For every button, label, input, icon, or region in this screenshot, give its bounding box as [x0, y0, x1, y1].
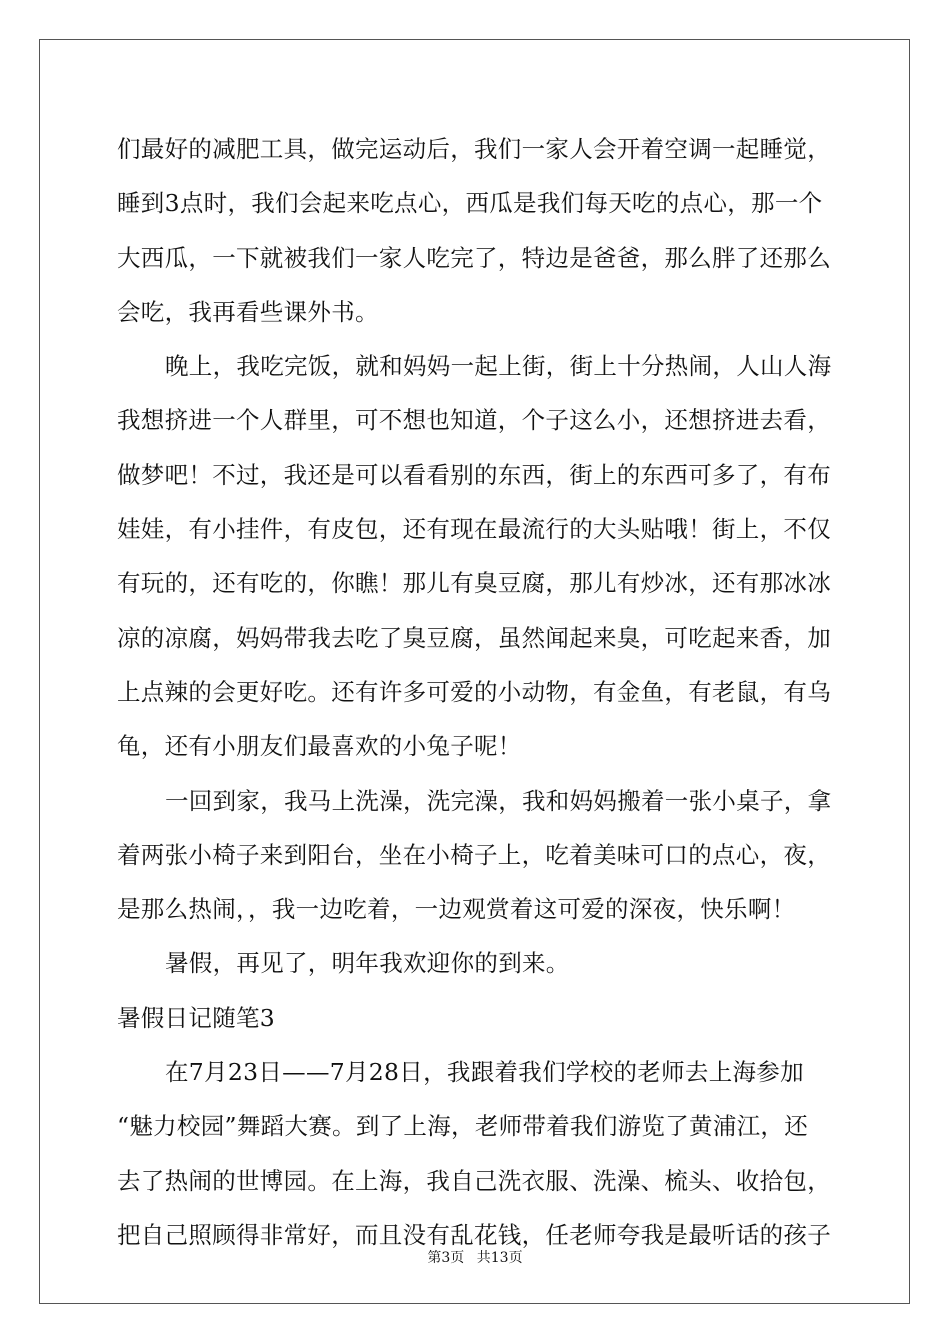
text-line: 是那么热闹，，我一边吃着，一边观赏着这可爱的深夜，快乐啊！ [117, 895, 796, 924]
text-line: 去了热闹的世博园。在上海，我自己洗衣服、洗澡、梳头、收拾包， [117, 1166, 831, 1195]
paragraph-start-line: 暑假，再见了，明年我欢迎你的到来。 [165, 949, 570, 978]
text-line: 上点辣的会更好吃。还有许多可爱的小动物，有金鱼，有老鼠，有乌 [117, 677, 831, 706]
text-line: 会吃，我再看些课外书。 [117, 297, 379, 326]
paragraph-start-line: 在7月23日——7月28日，我跟着我们学校的老师去上海参加 [165, 1058, 804, 1087]
text-line: 把自己照顾得非常好，而且没有乱花钱，任老师夸我是最听话的孩子 [117, 1220, 831, 1249]
text-line: 有玩的，还有吃的，你瞧！那儿有臭豆腐，那儿有炒冰，还有那冰冰 [117, 569, 831, 598]
text-line: 娃娃，有小挂件，有皮包，还有现在最流行的大头贴哦！街上，不仅 [117, 515, 831, 544]
section-heading: 暑假日记随笔3 [117, 1003, 276, 1032]
text-line: 龟，还有小朋友们最喜欢的小兔子呢！ [117, 732, 522, 761]
text-line: “魅力校园”舞蹈大赛。到了上海，老师带着我们游览了黄浦江，还 [117, 1112, 809, 1141]
text-line: 凉的凉腐，妈妈带我去吃了臭豆腐，虽然闻起来臭，可吃起来香，加 [117, 623, 831, 652]
paragraph-start-line: 晚上，我吃完饭，就和妈妈一起上街，街上十分热闹，人山人海 [165, 352, 832, 381]
text-line: 着两张小椅子来到阳台，坐在小椅子上，吃着美味可口的点心，夜， [117, 840, 831, 869]
text-line: 睡到3点时，我们会起来吃点心，西瓜是我们每天吃的点心，那一个 [117, 189, 823, 218]
text-line: 我想挤进一个人群里，可不想也知道，个子这么小，还想挤进去看， [117, 406, 831, 435]
paragraph-start-line: 一回到家，我马上洗澡，洗完澡，我和妈妈搬着一张小桌子，拿 [165, 786, 832, 815]
page-footer [0, 1247, 950, 1267]
text-line: 们最好的减肥工具，做完运动后，我们一家人会开着空调一起睡觉， [117, 135, 831, 163]
page-total: 共13页 [476, 1250, 523, 1266]
page-number: 第3页 [427, 1250, 465, 1266]
document-body [117, 122, 833, 1262]
text-line: 大西瓜，一下就被我们一家人吃完了，特边是爸爸，那么胖了还那么 [117, 243, 831, 272]
text-line: 做梦吧！不过，我还是可以看看别的东西，街上的东西可多了，有布 [117, 460, 831, 489]
